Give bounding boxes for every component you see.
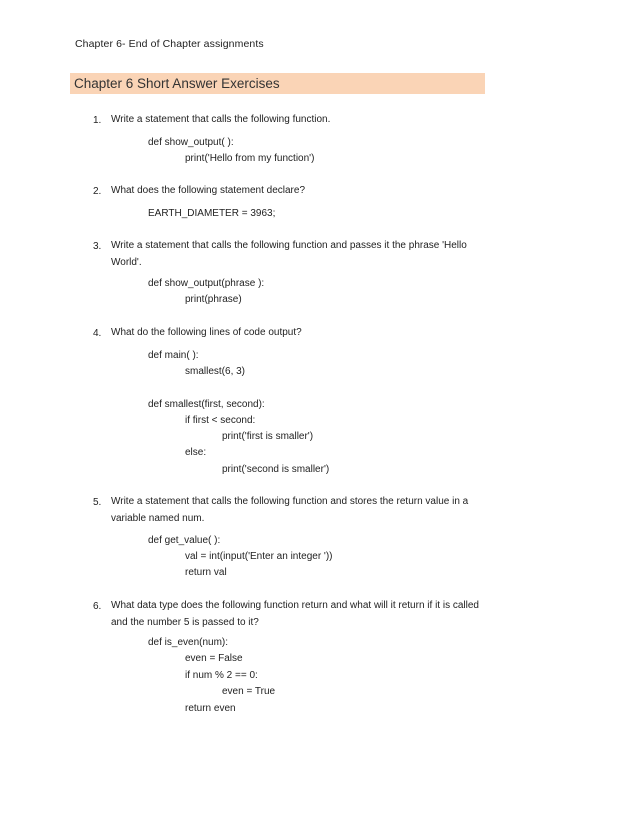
- code-line: def smallest(first, second):: [148, 399, 265, 410]
- code-line: even = False: [185, 653, 243, 664]
- code-line: def is_even(num):: [148, 637, 229, 648]
- code-line: def main( ):: [148, 350, 199, 361]
- code-line: print(phrase): [185, 294, 242, 305]
- question-text: Write a statement that calls the following function.: [111, 114, 331, 125]
- code-line: print('first is smaller'): [222, 431, 314, 442]
- code-line: def show_output(phrase ):: [148, 278, 265, 289]
- question-number: 5.: [93, 497, 102, 508]
- code-line: smallest(6, 3): [185, 366, 246, 377]
- code-line: return even: [185, 703, 236, 714]
- code-line: def show_output( ):: [148, 137, 234, 148]
- code-line: print('Hello from my function'): [185, 153, 315, 164]
- code-line: if first < second:: [185, 415, 256, 426]
- question-text: What data type does the following function return and what will it return if it is called and the number 5 is passed to it?: [111, 600, 479, 628]
- question-number: 2.: [93, 186, 102, 197]
- section-heading: Chapter 6 Short Answer Exercises: [70, 73, 485, 94]
- question-text: What do the following lines of code output?: [111, 327, 302, 338]
- question-text: Write a statement that calls the following function and passes it the phrase 'Hello World'.: [111, 240, 467, 268]
- running-header: Chapter 6- End of Chapter assignments: [75, 38, 264, 50]
- code-line: print('second is smaller'): [222, 464, 330, 475]
- code-line: EARTH_DIAMETER = 3963;: [148, 208, 276, 219]
- question-text: Write a statement that calls the following function and stores the return value in a variable named num.: [111, 496, 469, 524]
- code-line: def get_value( ):: [148, 535, 221, 546]
- code-line: else:: [185, 447, 207, 458]
- code-line: val = int(input('Enter an integer ')): [185, 551, 333, 562]
- question-number: 1.: [93, 115, 102, 126]
- question-text: What does the following statement declare?: [111, 185, 305, 196]
- question-number: 3.: [93, 241, 102, 252]
- code-line: if num % 2 == 0:: [185, 670, 258, 681]
- code-line: return val: [185, 567, 227, 578]
- code-line: even = True: [222, 686, 276, 697]
- question-number: 4.: [93, 328, 102, 339]
- question-number: 6.: [93, 601, 102, 612]
